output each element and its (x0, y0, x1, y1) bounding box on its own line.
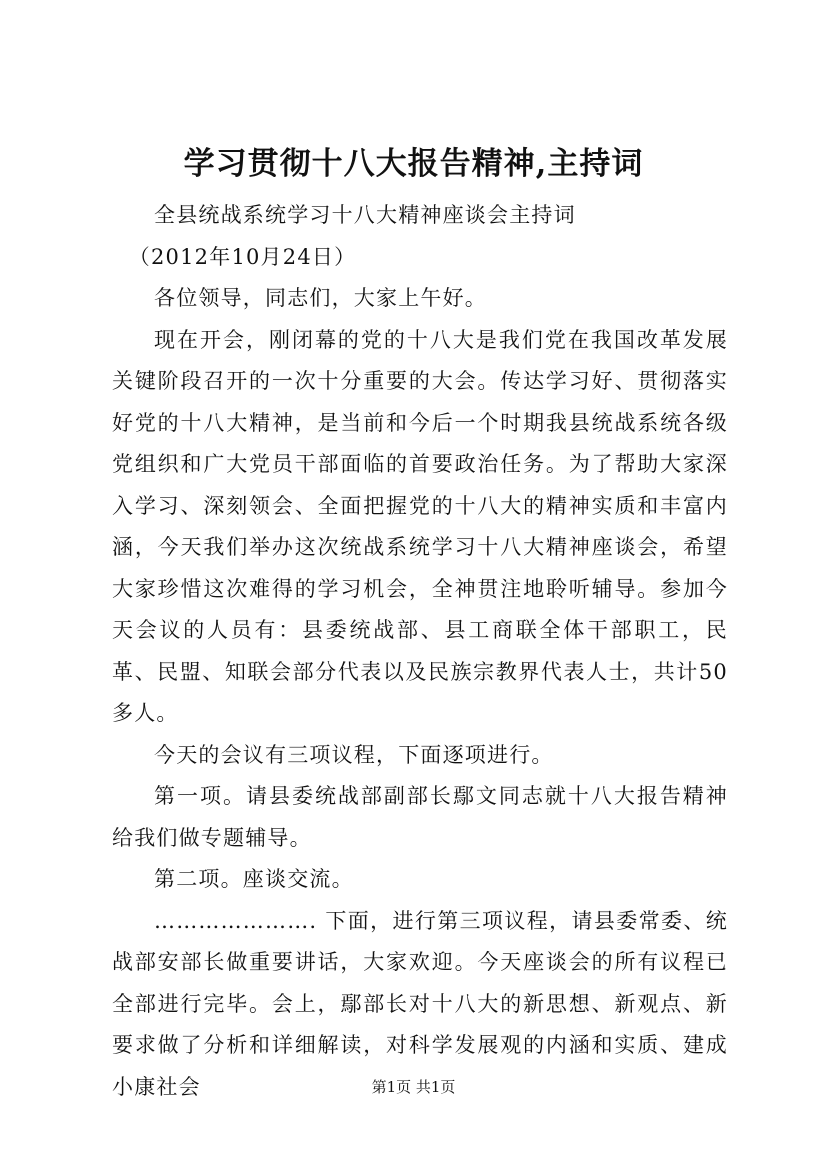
date-line: （2012年10月24日） (128, 244, 357, 269)
paragraph: 今天的会议有三项议程，下面逐项进行。 (154, 742, 554, 767)
page-footer (0, 1076, 827, 1098)
greeting: 各位领导，同志们，大家上午好。 (154, 286, 487, 310)
paragraph: 第二项。座谈交流。 (154, 867, 354, 891)
document-body (112, 195, 728, 1108)
document-title: 学习贯彻十八大报告精神,主持词 (183, 146, 644, 182)
paragraph: 第一项。请县委统战部副部长鄢文同志就十八大报告精神给我们做专题辅导。 (112, 784, 728, 850)
subtitle: 全县统战系统学习十八大精神座谈会主持词 (154, 203, 576, 227)
page-number-label: 第1页 共1页 (371, 1078, 456, 1096)
paragraph: …………………. 下面，进行第三项议程，请县委常委、统战部安部长做重要讲话，大家欢迎。今天座谈会的所有议程已全部进行完毕。会上，鄢部长对十八大的新思想、新观点、新要求做了分析和详细解读，对科学发展观的内涵和实质、建成小康社会 (112, 908, 728, 1099)
paragraph: 现在开会，刚闭幕的党的十八大是我们党在我国改革发展关键阶段召开的一次十分重要的大会。传达学习好、贯彻落实好党的十八大精神，是当前和今后一个时期我县统战系统各级党组织和广大党员干部面临的首要政治任务。为了帮助大家深入学习、深刻领会、全面把握党的十八大的精神实质和丰富内涵，今天我们举办这次统战系统学习十八大精神座谈会，希望大家珍惜这次难得的学习机会，全神贯注地聆听辅导。参加今天会议的人员有：县委统战部、县工商联全体干部职工，民革、民盟、知联会部分代表以及民族宗教界代表人士，共计50多人。 (112, 327, 728, 725)
